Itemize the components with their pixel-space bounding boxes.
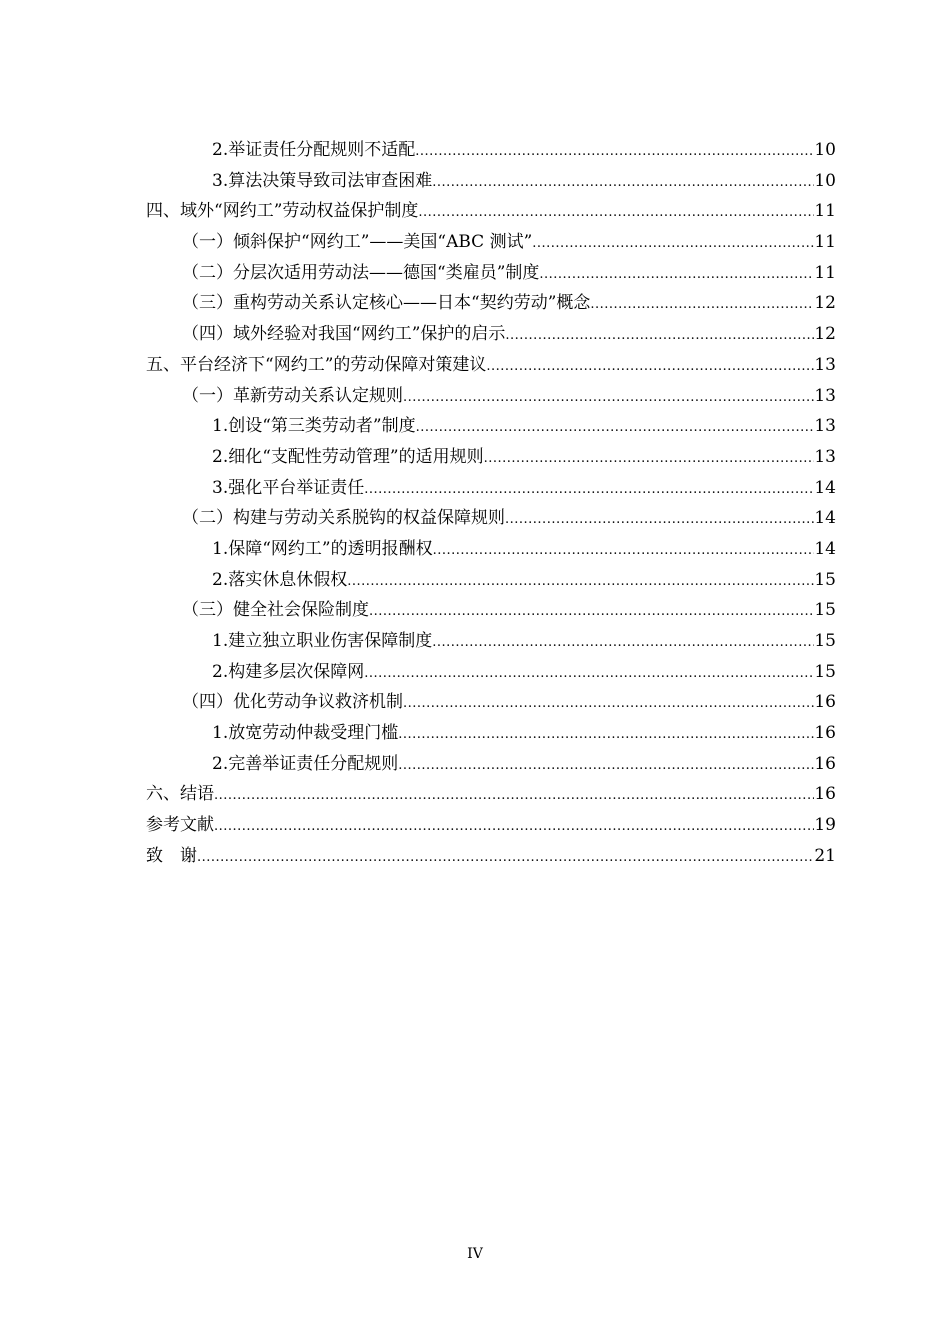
- toc-leader-dots: [403, 689, 814, 720]
- toc-entry-title: 2.完善举证责任分配规则: [212, 753, 399, 774]
- toc-entry-title: 1.建立独立职业伤害保障制度: [212, 631, 433, 651]
- toc-entry[interactable]: [146, 288, 836, 319]
- toc-leader-dots: [486, 352, 814, 383]
- toc-entry-title: 四、域外“网约工”劳动权益保护制度: [146, 201, 419, 222]
- toc-entry[interactable]: [146, 595, 836, 626]
- toc-entry-title: 2.细化“支配性劳动管理”的适用规则: [212, 446, 484, 467]
- toc-entry-title: 3.算法决策导致司法审查困难: [212, 170, 433, 191]
- toc-entry[interactable]: [146, 503, 836, 534]
- toc-entry-page: 19: [814, 815, 836, 836]
- toc-entry-page: 16: [814, 753, 836, 774]
- toc-entry-page: 15: [814, 569, 836, 590]
- toc-entry-title: （四）域外经验对我国“网约工”保护的启示: [182, 324, 506, 345]
- toc-entry[interactable]: [146, 718, 836, 749]
- toc-entry-title: 2.落实休息休假权: [212, 569, 348, 590]
- toc-entry-page: 15: [814, 631, 836, 651]
- toc-entry[interactable]: [146, 779, 836, 810]
- toc-entry-page: 10: [814, 140, 836, 160]
- table-of-contents: [146, 135, 836, 872]
- toc-entry-page: 16: [814, 784, 836, 805]
- toc-leader-dots: [214, 781, 814, 812]
- toc-entry-title: 1.创设“第三类劳动者”制度: [212, 416, 416, 437]
- toc-entry[interactable]: [146, 350, 836, 381]
- toc-entry-title: 五、平台经济下“网约工”的劳动保障对策建议: [146, 354, 487, 375]
- toc-entry[interactable]: [146, 473, 836, 504]
- toc-entry-title: 六、结语: [146, 784, 214, 805]
- toc-entry-page: 11: [814, 262, 836, 283]
- toc-entry[interactable]: [146, 534, 836, 565]
- toc-entry-page: 21: [814, 845, 836, 866]
- toc-leader-dots: [398, 720, 814, 751]
- toc-entry-page: 16: [814, 723, 836, 744]
- toc-entry-title: （二）分层次适用劳动法——德国“类雇员”制度: [182, 262, 540, 283]
- toc-entry-title: 1.放宽劳动仲裁受理门槛: [212, 723, 399, 744]
- toc-entry[interactable]: [146, 381, 836, 412]
- toc-entry-title: 2.构建多层次保障网: [212, 661, 365, 682]
- toc-entry-page: 13: [814, 354, 836, 375]
- toc-leader-dots: [539, 260, 814, 291]
- toc-entry[interactable]: [146, 166, 836, 197]
- toc-entry-page: 13: [814, 416, 836, 437]
- toc-leader-dots: [590, 290, 814, 321]
- toc-leader-dots: [505, 505, 814, 536]
- toc-entry[interactable]: [146, 657, 836, 688]
- toc-leader-dots: [416, 413, 815, 444]
- toc-entry-page: 14: [814, 538, 836, 559]
- toc-leader-dots: [197, 843, 814, 874]
- toc-entry-title: （三）重构劳动关系认定核心——日本“契约劳动”概念: [182, 293, 591, 314]
- toc-leader-dots: [214, 812, 814, 843]
- toc-leader-dots: [505, 321, 814, 352]
- toc-entry-page: 16: [814, 692, 836, 713]
- toc-entry-title: （一）革新劳动关系认定规则: [182, 385, 403, 406]
- toc-entry[interactable]: [146, 411, 836, 442]
- toc-leader-dots: [484, 444, 815, 475]
- toc-entry[interactable]: [146, 749, 836, 780]
- toc-entry[interactable]: [146, 565, 836, 596]
- toc-entry-title: 2.举证责任分配规则不适配: [212, 140, 416, 160]
- toc-leader-dots: [415, 137, 814, 168]
- toc-entry-page: 11: [814, 201, 836, 222]
- toc-entry-title: 3.强化平台举证责任: [212, 477, 365, 498]
- toc-entry-title: （一）倾斜保护“网约工”——美国“ABC 测试”: [182, 232, 533, 253]
- toc-entry-title: （四）优化劳动争议救济机制: [182, 692, 403, 713]
- toc-entry-page: 11: [814, 232, 836, 253]
- toc-entry[interactable]: [146, 196, 836, 227]
- toc-entry-title: 致 谢: [146, 845, 197, 866]
- toc-entry-page: 15: [814, 661, 836, 682]
- toc-entry[interactable]: [146, 687, 836, 718]
- toc-leader-dots: [364, 475, 814, 506]
- toc-leader-dots: [433, 536, 815, 567]
- toc-leader-dots: [418, 198, 814, 229]
- toc-entry-page: 12: [814, 324, 836, 345]
- toc-entry[interactable]: [146, 319, 836, 350]
- toc-entry-title: （三）健全社会保险制度: [182, 600, 369, 621]
- toc-leader-dots: [432, 168, 814, 199]
- toc-leader-dots: [347, 567, 814, 598]
- toc-entry-page: 15: [814, 600, 836, 621]
- toc-entry-page: 14: [814, 477, 836, 498]
- toc-entry-page: 10: [814, 170, 836, 191]
- toc-entry[interactable]: [146, 135, 836, 166]
- toc-leader-dots: [532, 229, 814, 260]
- toc-leader-dots: [369, 597, 814, 628]
- page-number: IV: [467, 1246, 483, 1262]
- toc-entry[interactable]: [146, 810, 836, 841]
- toc-entry-page: 13: [814, 446, 836, 467]
- toc-leader-dots: [432, 628, 814, 659]
- toc-leader-dots: [403, 383, 814, 414]
- toc-entry[interactable]: [146, 227, 836, 258]
- toc-entry-title: 1.保障“网约工”的透明报酬权: [212, 538, 433, 559]
- toc-leader-dots: [398, 751, 814, 782]
- toc-entry-page: 13: [814, 385, 836, 406]
- toc-entry[interactable]: [146, 626, 836, 657]
- toc-leader-dots: [364, 659, 814, 690]
- toc-entry-title: 参考文献: [146, 815, 214, 836]
- toc-entry[interactable]: [146, 841, 836, 872]
- toc-entry-title: （二）构建与劳动关系脱钩的权益保障规则: [182, 508, 505, 529]
- toc-entry-page: 12: [814, 293, 836, 314]
- toc-entry[interactable]: [146, 442, 836, 473]
- toc-entry-page: 14: [814, 508, 836, 529]
- toc-entry[interactable]: [146, 258, 836, 289]
